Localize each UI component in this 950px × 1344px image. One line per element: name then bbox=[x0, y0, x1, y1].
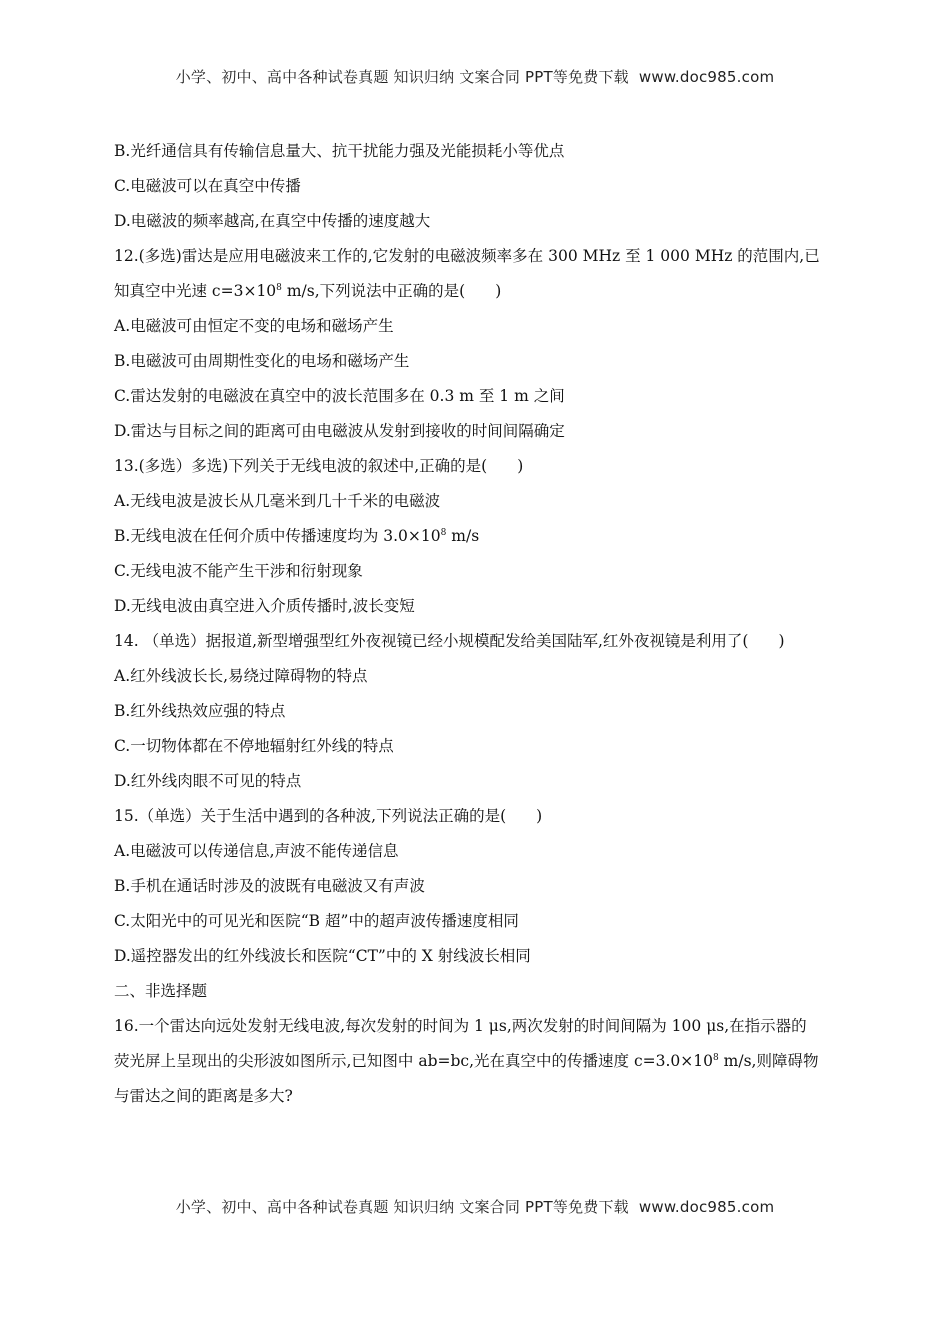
header-text: 小学、初中、高中各种试卷真题 知识归纳 文案合同 PPT等免费下载 bbox=[175, 68, 629, 86]
q16-line2 bbox=[114, 1044, 844, 1079]
q12-stem-line1: 12.(多选)雷达是应用电磁波来工作的,它发射的电磁波频率多在 300 MHz 至 1 000 MHz 的范围内,已 bbox=[114, 247, 820, 265]
q12-stem-close: ) bbox=[495, 282, 502, 300]
footer-text: 小学、初中、高中各种试卷真题 知识归纳 文案合同 PPT等免费下载 bbox=[175, 1198, 629, 1216]
q13-exponent: 8 bbox=[440, 528, 447, 538]
page-footer bbox=[0, 1196, 950, 1217]
q13-stem-close: ) bbox=[517, 457, 524, 475]
document-body bbox=[114, 134, 844, 1114]
q14-option-a: A.红外线波长长,易绕过障碍物的特点 bbox=[114, 667, 368, 685]
q13-stem bbox=[114, 449, 844, 484]
q12-option-b: B.电磁波可由周期性变化的电场和磁场产生 bbox=[114, 352, 410, 370]
q15-stem-text: 15.（单选）关于生活中遇到的各种波,下列说法正确的是( bbox=[114, 807, 507, 825]
q16-line2-part2: m/s,则障碍物 bbox=[718, 1052, 819, 1070]
header-url[interactable]: www.doc985.com bbox=[638, 68, 775, 86]
q13-option-b-text: B.无线电波在任何介质中传播速度均为 3.0×10 bbox=[114, 527, 441, 545]
q13-stem-text: 13.(多选）多选)下列关于无线电波的叙述中,正确的是( bbox=[114, 457, 488, 475]
q14-option-c: C.一切物体都在不停地辐射红外线的特点 bbox=[114, 737, 394, 755]
q13-option-d: D.无线电波由真空进入介质传播时,波长变短 bbox=[114, 597, 415, 615]
q15-option-c: C.太阳光中的可见光和医院“B 超”中的超声波传播速度相同 bbox=[114, 912, 519, 930]
q12-stem-part2: m/s,下列说法中正确的是( bbox=[281, 282, 466, 300]
q15-option-d: D.遥控器发出的红外线波长和医院“CT”中的 X 射线波长相同 bbox=[114, 947, 531, 965]
q12-option-c: C.雷达发射的电磁波在真空中的波长范围多在 0.3 m 至 1 m 之间 bbox=[114, 387, 565, 405]
section-title: 二、非选择题 bbox=[114, 982, 208, 1000]
q14-stem-close: ) bbox=[778, 632, 785, 650]
q15-option-b: B.手机在通话时涉及的波既有电磁波又有声波 bbox=[114, 877, 425, 895]
footer-url[interactable]: www.doc985.com bbox=[638, 1198, 775, 1216]
q16-exponent: 8 bbox=[713, 1053, 719, 1063]
q14-stem-text: 14. （单选）据报道,新型增强型红外夜视镜已经小规模配发给美国陆军,红外夜视镜是利用了( bbox=[114, 632, 749, 650]
q14-stem bbox=[114, 624, 844, 659]
q12-stem-part1: 知真空中光速 c=3×10 bbox=[114, 282, 277, 300]
q13-option-a: A.无线电波是波长从几毫米到几十千米的电磁波 bbox=[114, 492, 441, 510]
q12-option-a: A.电磁波可由恒定不变的电场和磁场产生 bbox=[114, 317, 394, 335]
q16-line1: 16.一个雷达向远处发射无线电波,每次发射的时间为 1 μs,两次发射的时间间隔为 100 μs,在指示器的 bbox=[114, 1017, 807, 1035]
q14-option-b: B.红外线热效应强的特点 bbox=[114, 702, 286, 720]
q13-option-b-unit: m/s bbox=[446, 527, 480, 545]
q16-line2-part1: 荧光屏上呈现出的尖形波如图所示,已知图中 ab=bc,光在真空中的传播速度 c=3.0×10 bbox=[114, 1052, 713, 1070]
q12-stem-line2 bbox=[114, 274, 844, 309]
q16-line3: 与雷达之间的距离是多大? bbox=[114, 1087, 293, 1105]
q15-stem-close: ) bbox=[536, 807, 543, 825]
q11-option-c: C.电磁波可以在真空中传播 bbox=[114, 177, 301, 195]
q12-option-d: D.雷达与目标之间的距离可由电磁波从发射到接收的时间间隔确定 bbox=[114, 422, 565, 440]
page-header bbox=[0, 66, 950, 87]
q13-option-b bbox=[114, 519, 844, 554]
q11-option-d: D.电磁波的频率越高,在真空中传播的速度越大 bbox=[114, 212, 431, 230]
q15-option-a: A.电磁波可以传递信息,声波不能传递信息 bbox=[114, 842, 399, 860]
q12-exponent: 8 bbox=[276, 283, 282, 293]
q14-option-d: D.红外线肉眼不可见的特点 bbox=[114, 772, 302, 790]
q11-option-b: B.光纤通信具有传输信息量大、抗干扰能力强及光能损耗小等优点 bbox=[114, 142, 565, 160]
q15-stem bbox=[114, 799, 844, 834]
q13-option-c: C.无线电波不能产生干涉和衍射现象 bbox=[114, 562, 363, 580]
